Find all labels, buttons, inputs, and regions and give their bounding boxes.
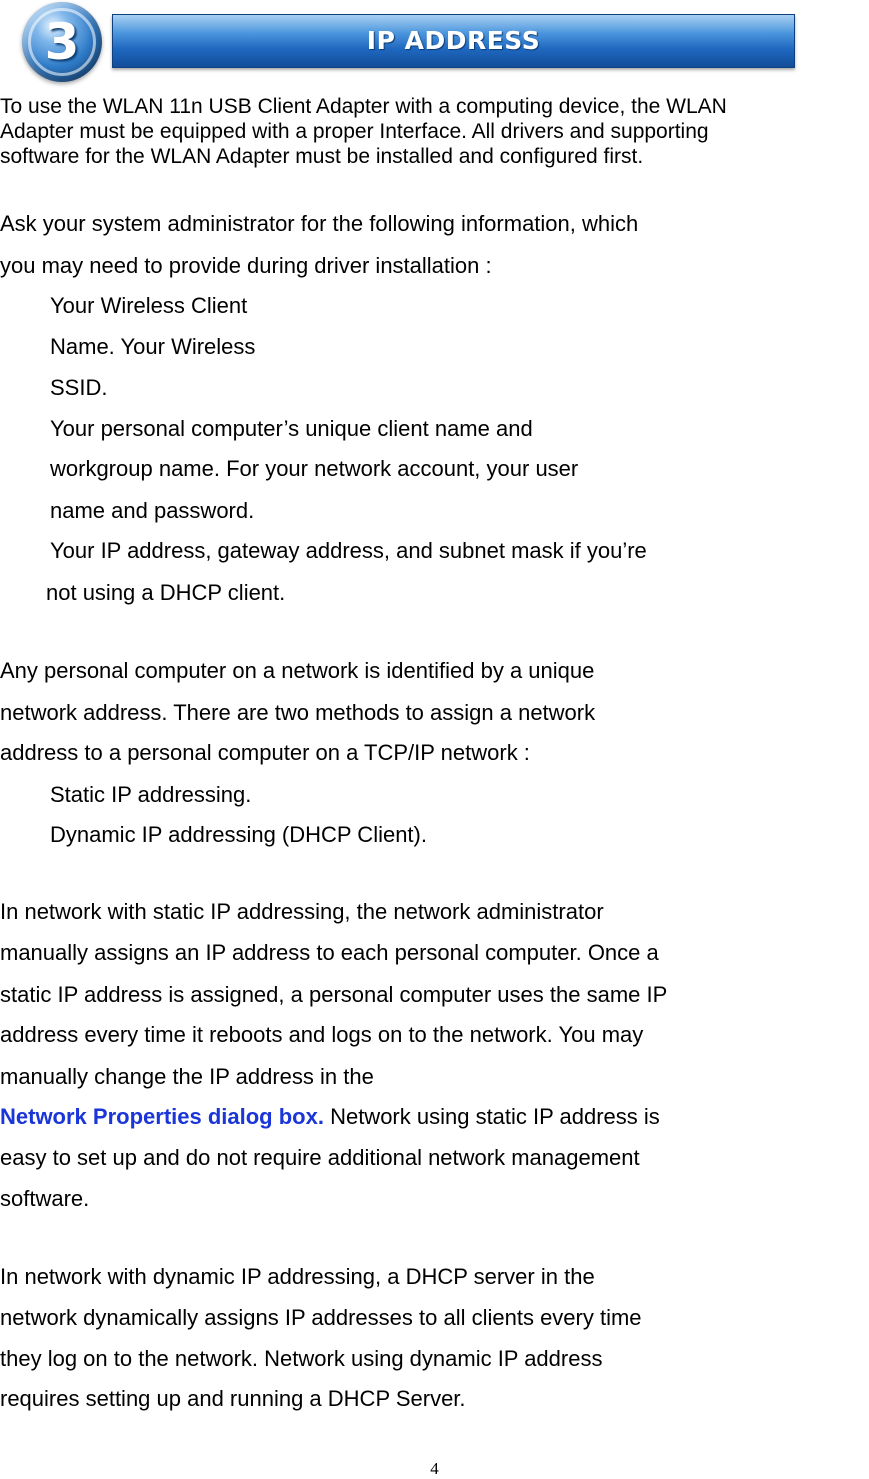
list-item: Name. Your Wireless	[50, 334, 256, 359]
list-item: SSID.	[50, 375, 108, 400]
paragraph-line: address every time it reboots and logs on to the network. You may	[0, 1022, 644, 1047]
paragraph-line: easy to set up and do not require additional network management	[0, 1145, 640, 1170]
section-number: 3	[44, 13, 80, 71]
intro-line: To use the WLAN 11n USB Client Adapter with a computing device, the WLAN	[0, 95, 727, 118]
paragraph-line: network address. There are two methods to assign a network	[0, 700, 596, 725]
paragraph-line: static IP address is assigned, a personal computer uses the same IP	[0, 982, 668, 1007]
paragraph-line: you may need to provide during driver installation :	[0, 253, 492, 278]
paragraph-line: manually change the IP address in the	[0, 1064, 374, 1089]
title-banner	[112, 14, 795, 68]
paragraph-line: Ask your system administrator for the following information, which	[0, 211, 639, 236]
list-item: Your IP address, gateway address, and subnet mask if you’re	[50, 538, 647, 563]
paragraph-line: In network with static IP addressing, the network administrator	[0, 899, 604, 924]
intro-line: Adapter must be equipped with a proper Interface. All drivers and supporting	[0, 120, 709, 143]
paragraph-line: In network with dynamic IP addressing, a DHCP server in the	[0, 1264, 595, 1289]
list-item: Dynamic IP addressing (DHCP Client).	[50, 822, 427, 847]
dialog-reference: Network Properties dialog box.	[0, 1104, 324, 1129]
paragraph-line	[0, 1104, 660, 1130]
section-number-badge	[22, 2, 102, 82]
intro-line: software for the WLAN Adapter must be installed and configured first.	[0, 145, 644, 168]
paragraph-line: manually assigns an IP address to each personal computer. Once a	[0, 940, 659, 965]
list-item: workgroup name. For your network account, your user	[50, 456, 579, 481]
list-item: Your Wireless Client	[50, 293, 248, 318]
page-number: 4	[430, 1459, 439, 1478]
paragraph-line: requires setting up and running a DHCP Server.	[0, 1386, 466, 1411]
paragraph-line: Any personal computer on a network is identified by a unique	[0, 658, 595, 683]
list-item: Your personal computer’s unique client name and	[50, 416, 533, 441]
paragraph-line: network dynamically assigns IP addresses to all clients every time	[0, 1305, 642, 1330]
paragraph-line: address to a personal computer on a TCP/IP network :	[0, 740, 530, 765]
list-item: Static IP addressing.	[50, 782, 252, 807]
page-title: IP ADDRESS	[366, 26, 541, 55]
list-item: name and password.	[50, 498, 255, 523]
paragraph-line: they log on to the network. Network using dynamic IP address	[0, 1346, 603, 1371]
list-item: not using a DHCP client.	[46, 580, 286, 605]
paragraph-line: software.	[0, 1186, 90, 1211]
section-header	[0, 0, 815, 84]
paragraph-text: Network using static IP address is	[323, 1104, 660, 1129]
